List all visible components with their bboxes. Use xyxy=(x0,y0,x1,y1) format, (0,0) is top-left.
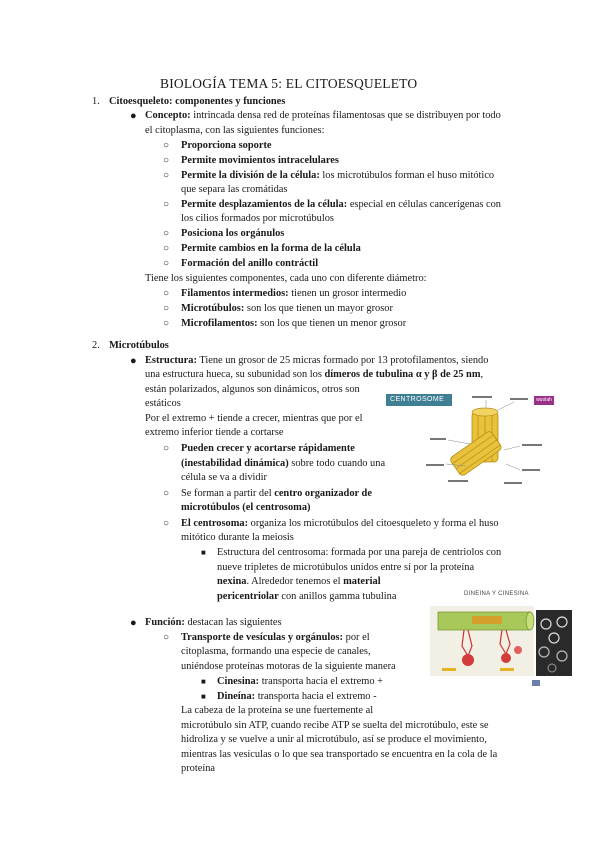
centrosome-structure-3: nexina. Alrededor tenemos el material xyxy=(217,576,381,587)
section-1-number: 1. xyxy=(92,96,100,107)
bullet-dot: ● xyxy=(130,110,137,122)
bullet-square: ■ xyxy=(201,548,206,557)
wuolah-logo: wuolah xyxy=(534,396,554,405)
motor-proteins-label: DINEÍNA Y CINESINA xyxy=(464,591,529,597)
centrosome-label: CENTROSOME xyxy=(390,396,445,403)
centrosome-illustration xyxy=(386,392,556,494)
function-heading: Función: destacan las siguientes xyxy=(145,617,282,628)
bullet-circle: ○ xyxy=(163,303,170,314)
component-3: Microfilamentos: son los que tienen un menor grosor xyxy=(181,318,407,329)
structure-line-1: Estructura: Tiene un grosor de 25 micras formado por 13 protofilamentos, siendo xyxy=(145,355,489,366)
mechanism-line-1: La cabeza de la proteína se une fuertemente al xyxy=(181,705,374,716)
transport-1: Transporte de vesículas y orgánulos: por el xyxy=(181,632,370,643)
centrosome-structure-4: pericentriolar con anillos gamma tubulina xyxy=(217,591,397,602)
component-1: Filamentos intermedios: tienen un grosor intermedio xyxy=(181,288,407,299)
function-5: Posiciona los orgánulos xyxy=(181,228,285,239)
page-title: BIOLOGÍA TEMA 5: EL CITOESQUELETO xyxy=(160,76,418,91)
mechanism-line-2: microtúbulo sin ATP, cuando recibe ATP se suelta del microtúbulo, este se xyxy=(181,720,489,731)
bullet-circle: ○ xyxy=(163,170,170,181)
bullet-circle: ○ xyxy=(163,288,170,299)
kinesin-item: Cinesina: transporta hacia el extremo + xyxy=(217,676,384,687)
structure-line-5: Por el extremo + tiende a crecer, mientras que por el xyxy=(145,413,363,424)
section-1-heading: Citoesqueleto: componentes y funciones xyxy=(109,96,286,107)
component-2: Microtúbulos: son los que tienen un mayor grosor xyxy=(181,303,393,314)
bullet-circle: ○ xyxy=(163,632,170,643)
components-intro: Tiene los siguientes componentes, cada uno con diferente diámetro: xyxy=(145,273,427,284)
mtoc-1: Se forman a partir del centro organizador de xyxy=(181,488,372,499)
centrosome-figure xyxy=(386,392,556,494)
bullet-circle: ○ xyxy=(163,140,170,151)
structure-line-3: están polarizados, algunos son dinámicos, otros son xyxy=(145,384,360,395)
mechanism-line-3: hidroliza y se vuelve a unir al microtúbulo, así se produce el movimiento, xyxy=(181,734,487,745)
bullet-circle: ○ xyxy=(163,258,170,269)
bullet-circle: ○ xyxy=(163,228,170,239)
mechanism-line-5: proteína xyxy=(181,763,216,774)
dynamic-1: Pueden crecer y acortarse rápidamente xyxy=(181,443,355,454)
bullet-circle: ○ xyxy=(163,518,170,529)
function-2: Permite movimientos intracelulares xyxy=(181,155,339,166)
mechanism-line-4: mientras las vesículas o lo que sea transportado se encuentra en la cola de la xyxy=(181,749,498,760)
function-4: Permite desplazamientos de la célula: especial en células cancerígenas con xyxy=(181,199,501,210)
structure-line-2: una estructura hueca, su subunidad son los dímeros de tubulina α y β de 25 nm, xyxy=(145,369,484,380)
transport-2: citoplasma, formando una especie de canales, xyxy=(181,646,371,657)
function-7: Formación del anillo contráctil xyxy=(181,258,319,269)
structure-line-6: extremo inferior tiende a cortarse xyxy=(145,427,284,438)
bullet-circle: ○ xyxy=(163,443,170,454)
function-4-cont: los cilios formados por microtúbulos xyxy=(181,213,334,224)
bullet-circle: ○ xyxy=(163,318,170,329)
bullet-square: ■ xyxy=(201,692,206,701)
function-3: Permite la división de la célula: los microtúbulos forman el huso mitótico xyxy=(181,170,495,181)
motor-proteins-figure xyxy=(428,590,574,690)
function-3-cont: que separa las cromátidas xyxy=(181,184,288,195)
bullet-dot: ● xyxy=(130,617,137,629)
bullet-dot: ● xyxy=(130,355,137,367)
centrosome-2: mitótico durante la meiosis xyxy=(181,532,294,543)
function-6: Permite cambios en la forma de la célula xyxy=(181,243,361,254)
centrosome-1: El centrosoma: organiza los microtúbulos del citoesqueleto y forma el huso xyxy=(181,518,499,529)
bullet-square: ■ xyxy=(201,677,206,686)
bullet-circle: ○ xyxy=(163,488,170,499)
bullet-circle: ○ xyxy=(163,155,170,166)
section-2-number: 2. xyxy=(92,340,100,351)
section-2-heading: Microtúbulos xyxy=(109,340,169,351)
dynein-item: Dineína: transporta hacia el extremo - xyxy=(217,691,377,702)
bullet-circle: ○ xyxy=(163,199,170,210)
dynamic-3: célula se va a dividir xyxy=(181,472,267,483)
dynamic-2: (inestabilidad dinámica) sobre todo cuando una xyxy=(181,458,386,469)
concept-line-2: el citoplasma, con las siguientes funciones: xyxy=(145,125,325,136)
structure-line-4: estáticos xyxy=(145,398,181,409)
motor-proteins-illustration xyxy=(428,590,574,690)
concept-line-1: Concepto: intrincada densa red de proteínas filamentosas que se distribuyen por todo xyxy=(145,110,501,121)
transport-3: uniéndose proteínas motoras de la siguiente manera xyxy=(181,661,396,672)
function-1: Proporciona soporte xyxy=(181,140,272,151)
centrosome-structure-1: Estructura del centrosoma: formada por una pareja de centriolos con xyxy=(217,547,502,558)
mtoc-2: microtúbulos (el centrosoma) xyxy=(181,502,311,513)
centrosome-structure-2: nueve tripletes de microtúbulos unidos entre sí por la proteína xyxy=(217,562,475,573)
bullet-circle: ○ xyxy=(163,243,170,254)
